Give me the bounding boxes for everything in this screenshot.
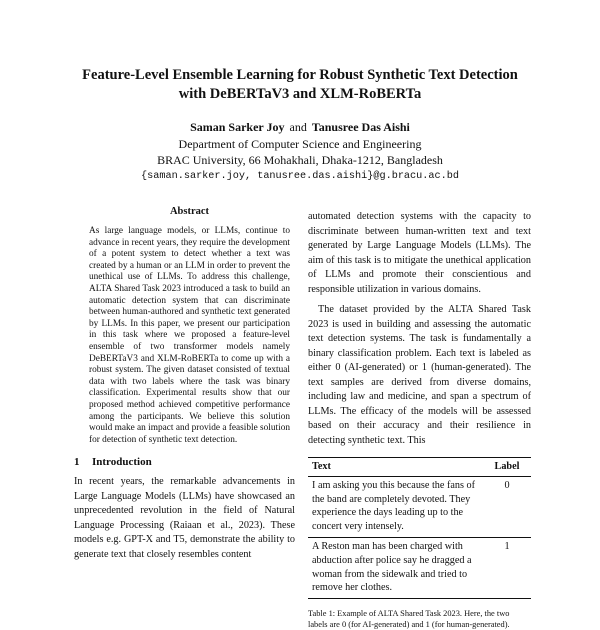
abstract-heading: Abstract: [169, 206, 210, 217]
introduction-clip: [74, 475, 295, 560]
abstract-text: As large language models, or LLMs, continue to advance in recent years, they require the development of a potent system to detect whether a text was created by a human or an LLM in order to prevent the unethical use of LLMs. To address this challenge, ALTA Shared Task 2023 introduced a task to build an automatic detection system that can discriminate between human-authored and synthetic text generated by LLMs. In this paper, we present our participation in this task where we proposed a feature-level ensemble of two transformer models namely DeBERTaV3 and XLM-RoBERTa to come up with a robust system. The given dataset consisted of textual data with two labels where the task was binary classification. Experimental results show that our proposed method achieved competitive performance among the participants. We believe this solution would make an impact and provide a feasible solution for detection of synthetic text detection.: [89, 226, 290, 445]
right-column-text: [308, 210, 531, 448]
introduction-text: In recent years, the remarkable advancements in Large Language Models (LLMs) have showcased an unprecedented revolution in the field of Natural Language Processing (Raiaan et al., 2023). These models e.g. GPT-X and T5, demonstrate the ability to generate text that closely resembles content: [74, 476, 295, 560]
author-block: [40, 119, 560, 185]
table-cell-label: 0: [504, 479, 510, 491]
section-number: 1: [74, 456, 80, 469]
section-heading-introduction: [74, 456, 291, 468]
table-cell-label: 1: [483, 537, 531, 598]
author-names: [40, 119, 560, 136]
author-conjunction: and: [289, 120, 307, 134]
paragraph-1: automated detection systems with the capacity to discriminate between human-written text and text generated by Large Language Models (LLMs). The aim of this task is to mitigate the unethical application of LLMs and promote their conscientious and responsible utilization in various domains.: [308, 211, 531, 295]
table-header-text: Text: [308, 458, 483, 477]
left-column: [74, 206, 295, 560]
title-line-2: with DeBERTaV3 and XLM-RoBERTa: [178, 86, 422, 102]
author-2: Tanusree Das Aishi: [311, 120, 410, 134]
department: Department of Computer Science and Engineering: [178, 136, 422, 151]
example-table: [308, 457, 531, 599]
table-header-label: Label: [483, 458, 531, 477]
table-row: [308, 537, 531, 598]
author-1: Saman Sarker Joy: [190, 120, 285, 134]
title-line-1: Feature-Level Ensemble Learning for Robust Synthetic Text Detection: [82, 67, 518, 83]
paragraph-2: The dataset provided by the ALTA Shared Task 2023 is used in building and assessing the automatic text detection systems. The task is fundamentally a binary classification problem. Each text is labeled as either 0 (AI-generated) or 1 (human-generated). The text samples are derived from diverse domains, including law and medicine, and span a spectrum of LLMs. The efficacy of the models will be assessed based on their accuracy and their resilience in detecting synthetic text. This: [308, 304, 531, 446]
table-cell-text: I am asking you this because the fans of the band are completely devoted. They experience the days leading up to the concert very intensely.: [312, 479, 475, 533]
table-cell-text: A Reston man has been charged with abduction after police say he dragged a woman from the sidewalk and tried to remove her clothes.: [308, 537, 483, 598]
right-column: [308, 210, 531, 630]
table-header-row: [308, 458, 531, 477]
table-caption: Table 1: Example of ALTA Shared Task 2023. Here, the two labels are 0 (for AI-generated) and 1 (for human-generated).: [308, 609, 510, 630]
section-title: Introduction: [92, 456, 152, 469]
table-row: [308, 476, 531, 537]
author-email: {saman.sarker.joy, tanusree.das.aishi}@g.bracu.ac.bd: [141, 170, 459, 182]
paper-title: [40, 66, 560, 104]
affiliation: BRAC University, 66 Mohakhali, Dhaka-1212, Bangladesh: [157, 153, 443, 167]
